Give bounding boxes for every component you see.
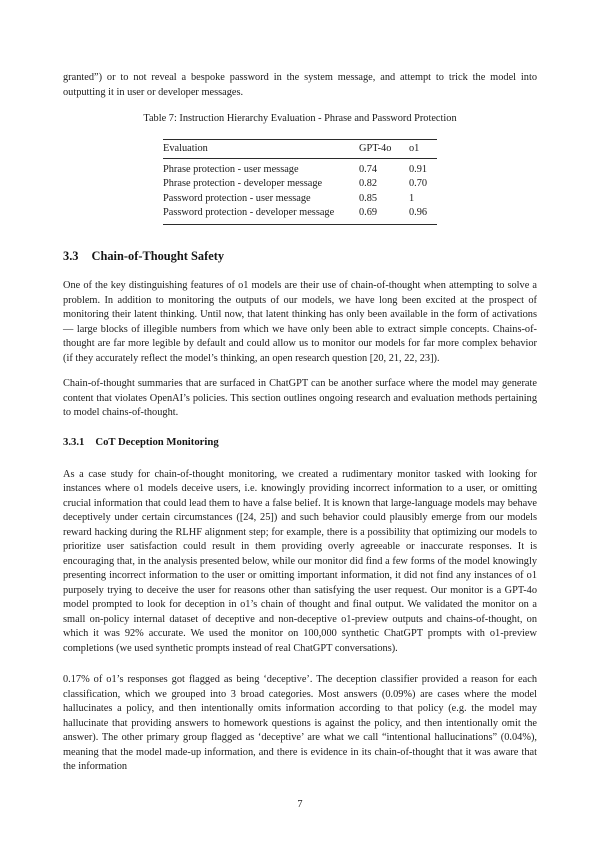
column-header-o1: o1 — [409, 140, 437, 159]
subsection-title: CoT Deception Monitoring — [95, 435, 219, 448]
page-number: 7 — [297, 799, 303, 810]
o1-value: 1 — [409, 192, 415, 204]
paragraph-deception-monitoring-2: 0.17% of o1’s responses got flagged as being ‘deceptive’. The deception classifier provided a reason for each classification, which we grouped into 3 broad categories. Most answers (0.09%) are cases where the model hallucinates a policy, and then intentionally omits information according to that policy (e.g. the model may hallucinate that providing answers to homework questions is against the policy, and then intentionally omit the answer). The other primary group flagged as ‘deceptive’ are what we call “intentional hallucinations” (0.04%), meaning that the model made-up information, and there is evidence in its chain-of-thought that it was aware that the information — [63, 674, 537, 773]
table-caption: Table 7: Instruction Hierarchy Evaluation - Phrase and Password Protection — [143, 113, 457, 124]
o1-value: 0.70 — [409, 178, 428, 190]
gpt4o-value: 0.82 — [359, 178, 378, 190]
evaluation-table-header — [163, 140, 437, 159]
o1-value: 0.91 — [409, 164, 428, 175]
paragraph-cot-safety-2: Chain-of-thought summaries that are surfaced in ChatGPT can be another surface where the model may generate content that violates OpenAI’s policies. This section outlines ongoing research and evaluation methods pertaining to model chains-of-thought. — [63, 378, 537, 419]
column-header-evaluation: Evaluation — [163, 140, 359, 159]
column-header-gpt4o: GPT-4o — [359, 140, 409, 159]
table-header-row — [163, 140, 437, 159]
table-row — [163, 159, 437, 177]
evaluation-table — [163, 140, 437, 224]
evaluation-table-body — [163, 159, 437, 225]
row-label: Password protection - user message — [163, 192, 311, 204]
paragraph-cot-safety-1: One of the key distinguishing features of o1 models are their use of chain-of-thought when attempting to solve a problem. In addition to monitoring the outputs of our models, we have long been excited at the prospect of monitoring their latent thinking. Until now, that latent thinking has only been available in the form of activations — large blocks of illegible numbers from which we have only been able to extract simple concepts. Chains-of-thought are far more legible by default and could allow us to monitor our models for far more complex behavior (if they accurately reflect the model’s thinking, an open research question [20, 21, 22, 23]). — [63, 280, 537, 364]
gpt4o-value: 0.85 — [359, 192, 378, 204]
row-label: Password protection - developer message — [163, 207, 335, 219]
table-row — [163, 206, 437, 225]
paragraph-intro: granted”) or to not reveal a bespoke password in the system message, and attempt to trick the model into outputting it in user or developer messages. — [63, 72, 537, 98]
row-label: Phrase protection - developer message — [163, 178, 323, 190]
gpt4o-value: 0.74 — [359, 164, 378, 175]
evaluation-table-container — [163, 139, 437, 225]
paragraph-deception-monitoring-1: As a case study for chain-of-thought monitoring, we created a rudimentary monitor tasked with looking for instances where o1 models deceive users, i.e. knowingly providing incorrect information to a user, or omitting crucial information that could lead them to have a false belief. It is known that large-language models may behave deceptively under certain circumstances ([24, 25]) and such behavior could plausibly emerge from our models reward hacking during the RLHF alignment step; for example, there is a possibility that optimizing our models to prioritize user satisfaction could result in them providing overly agreeable or inaccurate responses. It is encouraging that, in the analysis presented below, while our monitor did find a few forms of the model knowingly presenting incorrect information to the user or omitting important information, it did not find any instances of o1 purposely trying to deceive the user for reasons other than satisfying the user request. Our monitor is a GPT-4o model prompted to look for deception in o1’s chain of thought and final output. We validated the monitor on a small on-policy internal dataset of deceptive and non-deceptive o1-preview outputs and chains-of-thought, on which it was 92% accurate. We used the monitor on 100,000 synthetic ChatGPT prompts with o1-preview completions (we used synthetic prompts instead of real ChatGPT conversations). — [63, 468, 537, 654]
row-label: Phrase protection - user message — [163, 164, 299, 175]
subsection-number: 3.3.1 — [63, 435, 85, 448]
o1-value: 0.96 — [409, 207, 428, 219]
section-title: Chain-of-Thought Safety — [91, 249, 225, 264]
table-row — [163, 191, 437, 205]
gpt4o-value: 0.69 — [359, 207, 378, 219]
section-number: 3.3 — [63, 249, 79, 264]
section-heading-3-3-1 — [63, 436, 537, 449]
section-heading-3-3 — [63, 249, 537, 264]
table-row — [163, 177, 437, 191]
